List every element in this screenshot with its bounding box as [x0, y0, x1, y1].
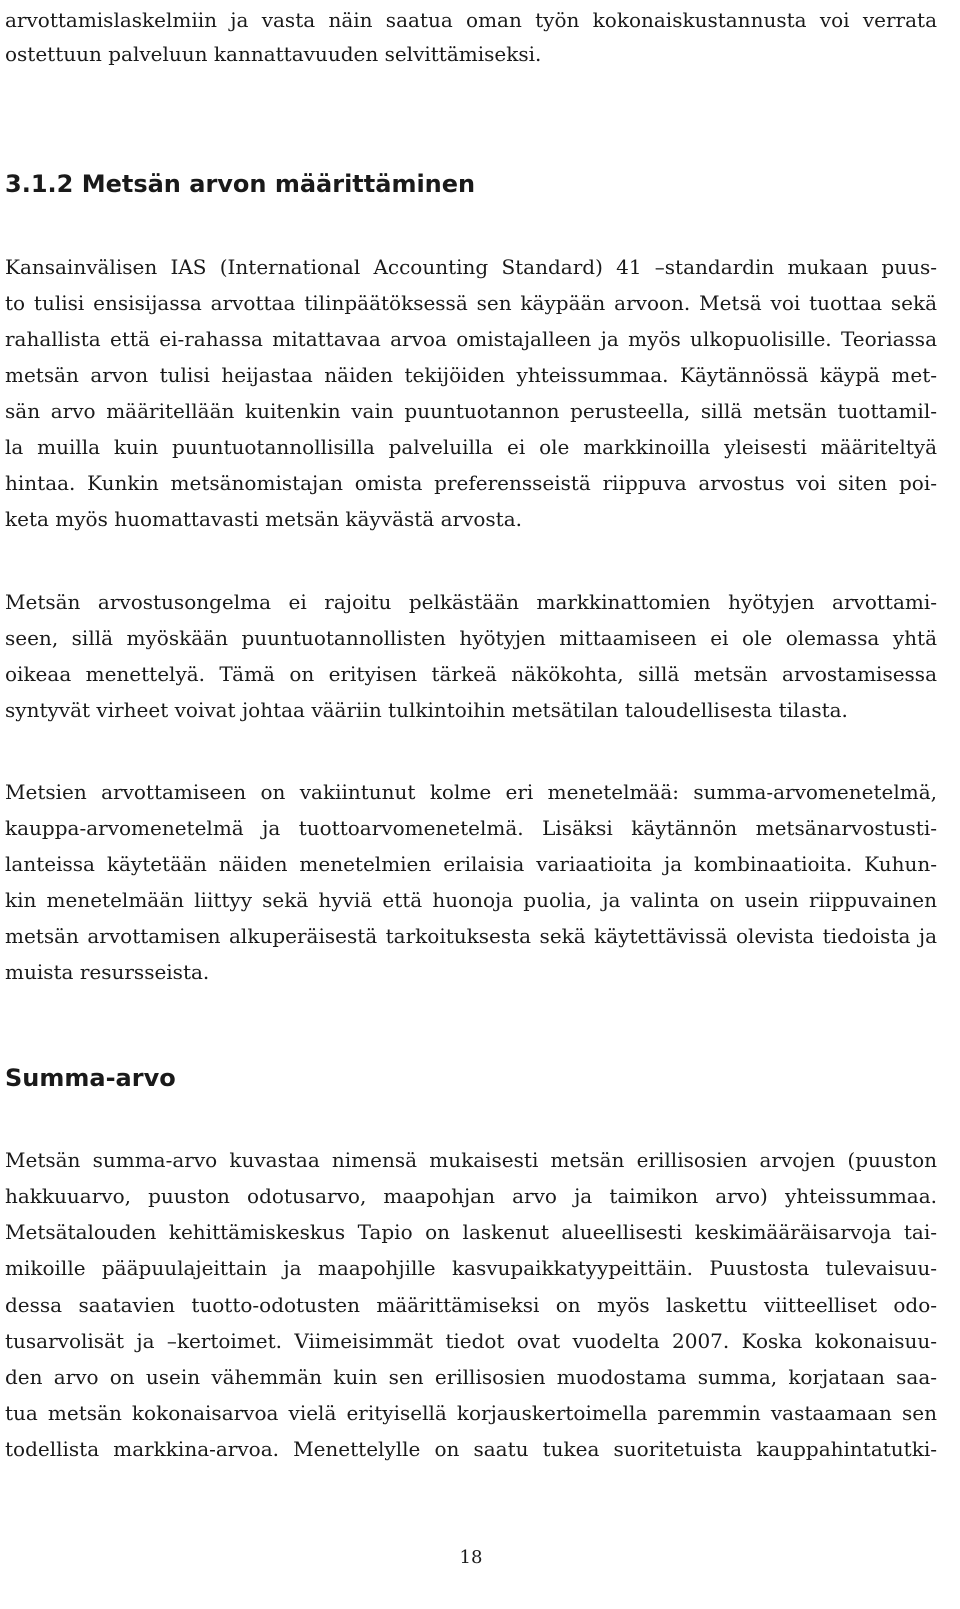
text-line: metsän arvottamisen alkuperäisestä tarkoituksesta sekä käytettävissä olevista tiedoista ja [5, 924, 937, 948]
text-line: la muilla kuin puuntuotannollisilla palveluilla ei ole markkinoilla yleisesti määriteltyä [5, 435, 937, 459]
text-line: Metsän summa-arvo kuvastaa nimensä mukaisesti metsän erillisosien arvojen (puuston [5, 1148, 937, 1172]
text-line: arvottamislaskelmiin ja vasta näin saatua oman työn kokonaiskustannusta voi verrata [5, 8, 937, 32]
text-line: muista resursseista. [5, 960, 210, 984]
text-line: seen, sillä myöskään puuntuotannollisten hyötyjen mittaamiseen ei ole olemassa yhtä [5, 626, 937, 650]
text-line: Kansainvälisen IAS (International Accounting Standard) 41 –standardin mukaan puus- [5, 255, 937, 279]
text-line: keta myös huomattavasti metsän käyvästä arvosta. [5, 507, 522, 531]
text-line: tua metsän kokonaisarvoa vielä erityisellä korjauskertoimella paremmin vastaamaan sen [5, 1401, 937, 1425]
text-line: hintaa. Kunkin metsänomistajan omista preferensseistä riippuva arvostus voi siten poi- [5, 471, 937, 495]
text-line: metsän arvon tulisi heijastaa näiden tekijöiden yhteissummaa. Käytännössä käypä met- [5, 363, 937, 387]
subsection-heading: Summa-arvo [5, 1064, 176, 1092]
text-line: rahallista että ei-rahassa mitattavaa arvoa omistajalleen ja myös ulkopuolisille. Teoriassa [5, 327, 937, 351]
text-line: Metsätalouden kehittämiskeskus Tapio on laskenut alueellisesti keskimääräisarvoja tai- [5, 1220, 937, 1244]
text-line: dessa saatavien tuotto-odotusten määrittämiseksi on myös laskettu viitteelliset odo- [5, 1293, 937, 1317]
text-line: hakkuuarvo, puuston odotusarvo, maapohjan arvo ja taimikon arvo) yhteissummaa. [5, 1184, 937, 1208]
text-line: tusarvolisät ja –kertoimet. Viimeisimmät tiedot ovat vuodelta 2007. Koska kokonaisuu- [5, 1329, 937, 1353]
section-heading: 3.1.2 Metsän arvon määrittäminen [5, 170, 476, 198]
text-line: todellista markkina-arvoa. Menettelylle on saatu tukea suoritetuista kauppahintatutki- [5, 1437, 937, 1461]
text-line: Metsän arvostusongelma ei rajoitu pelkästään markkinattomien hyötyjen arvottami- [5, 590, 937, 614]
text-line: Metsien arvottamiseen on vakiintunut kolme eri menetelmää: summa-arvomenetelmä, [5, 780, 937, 804]
page-number: 18 [459, 1547, 483, 1568]
text-line: kauppa-arvomenetelmä ja tuottoarvomenetelmä. Lisäksi käytännön metsänarvostusti- [5, 816, 937, 840]
text-line: mikoille pääpuulajeittain ja maapohjille kasvupaikkatyypeittäin. Puustosta tulevaisuu- [5, 1256, 937, 1280]
text-line: oikeaa menettelyä. Tämä on erityisen tärkeä näkökohta, sillä metsän arvostamisessa [5, 662, 937, 686]
text-line: lanteissa käytetään näiden menetelmien erilaisia variaatioita ja kombinaatioita. Kuhun- [5, 852, 937, 876]
text-line: syntyvät virheet voivat johtaa vääriin tulkintoihin metsätilan taloudellisesta tilasta. [5, 698, 848, 722]
text-line: sän arvo määritellään kuitenkin vain puuntuotannon perusteella, sillä metsän tuottamil- [5, 399, 937, 423]
text-line: den arvo on usein vähemmän kuin sen erillisosien muodostama summa, korjataan saa- [5, 1365, 937, 1389]
text-line: kin menetelmään liittyy sekä hyviä että huonoja puolia, ja valinta on usein riippuvainen [5, 888, 937, 912]
text-line: to tulisi ensisijassa arvottaa tilinpäätöksessä sen käypään arvoon. Metsä voi tuottaa sekä [5, 291, 937, 315]
text-line: ostettuun palveluun kannattavuuden selvittämiseksi. [5, 42, 542, 66]
